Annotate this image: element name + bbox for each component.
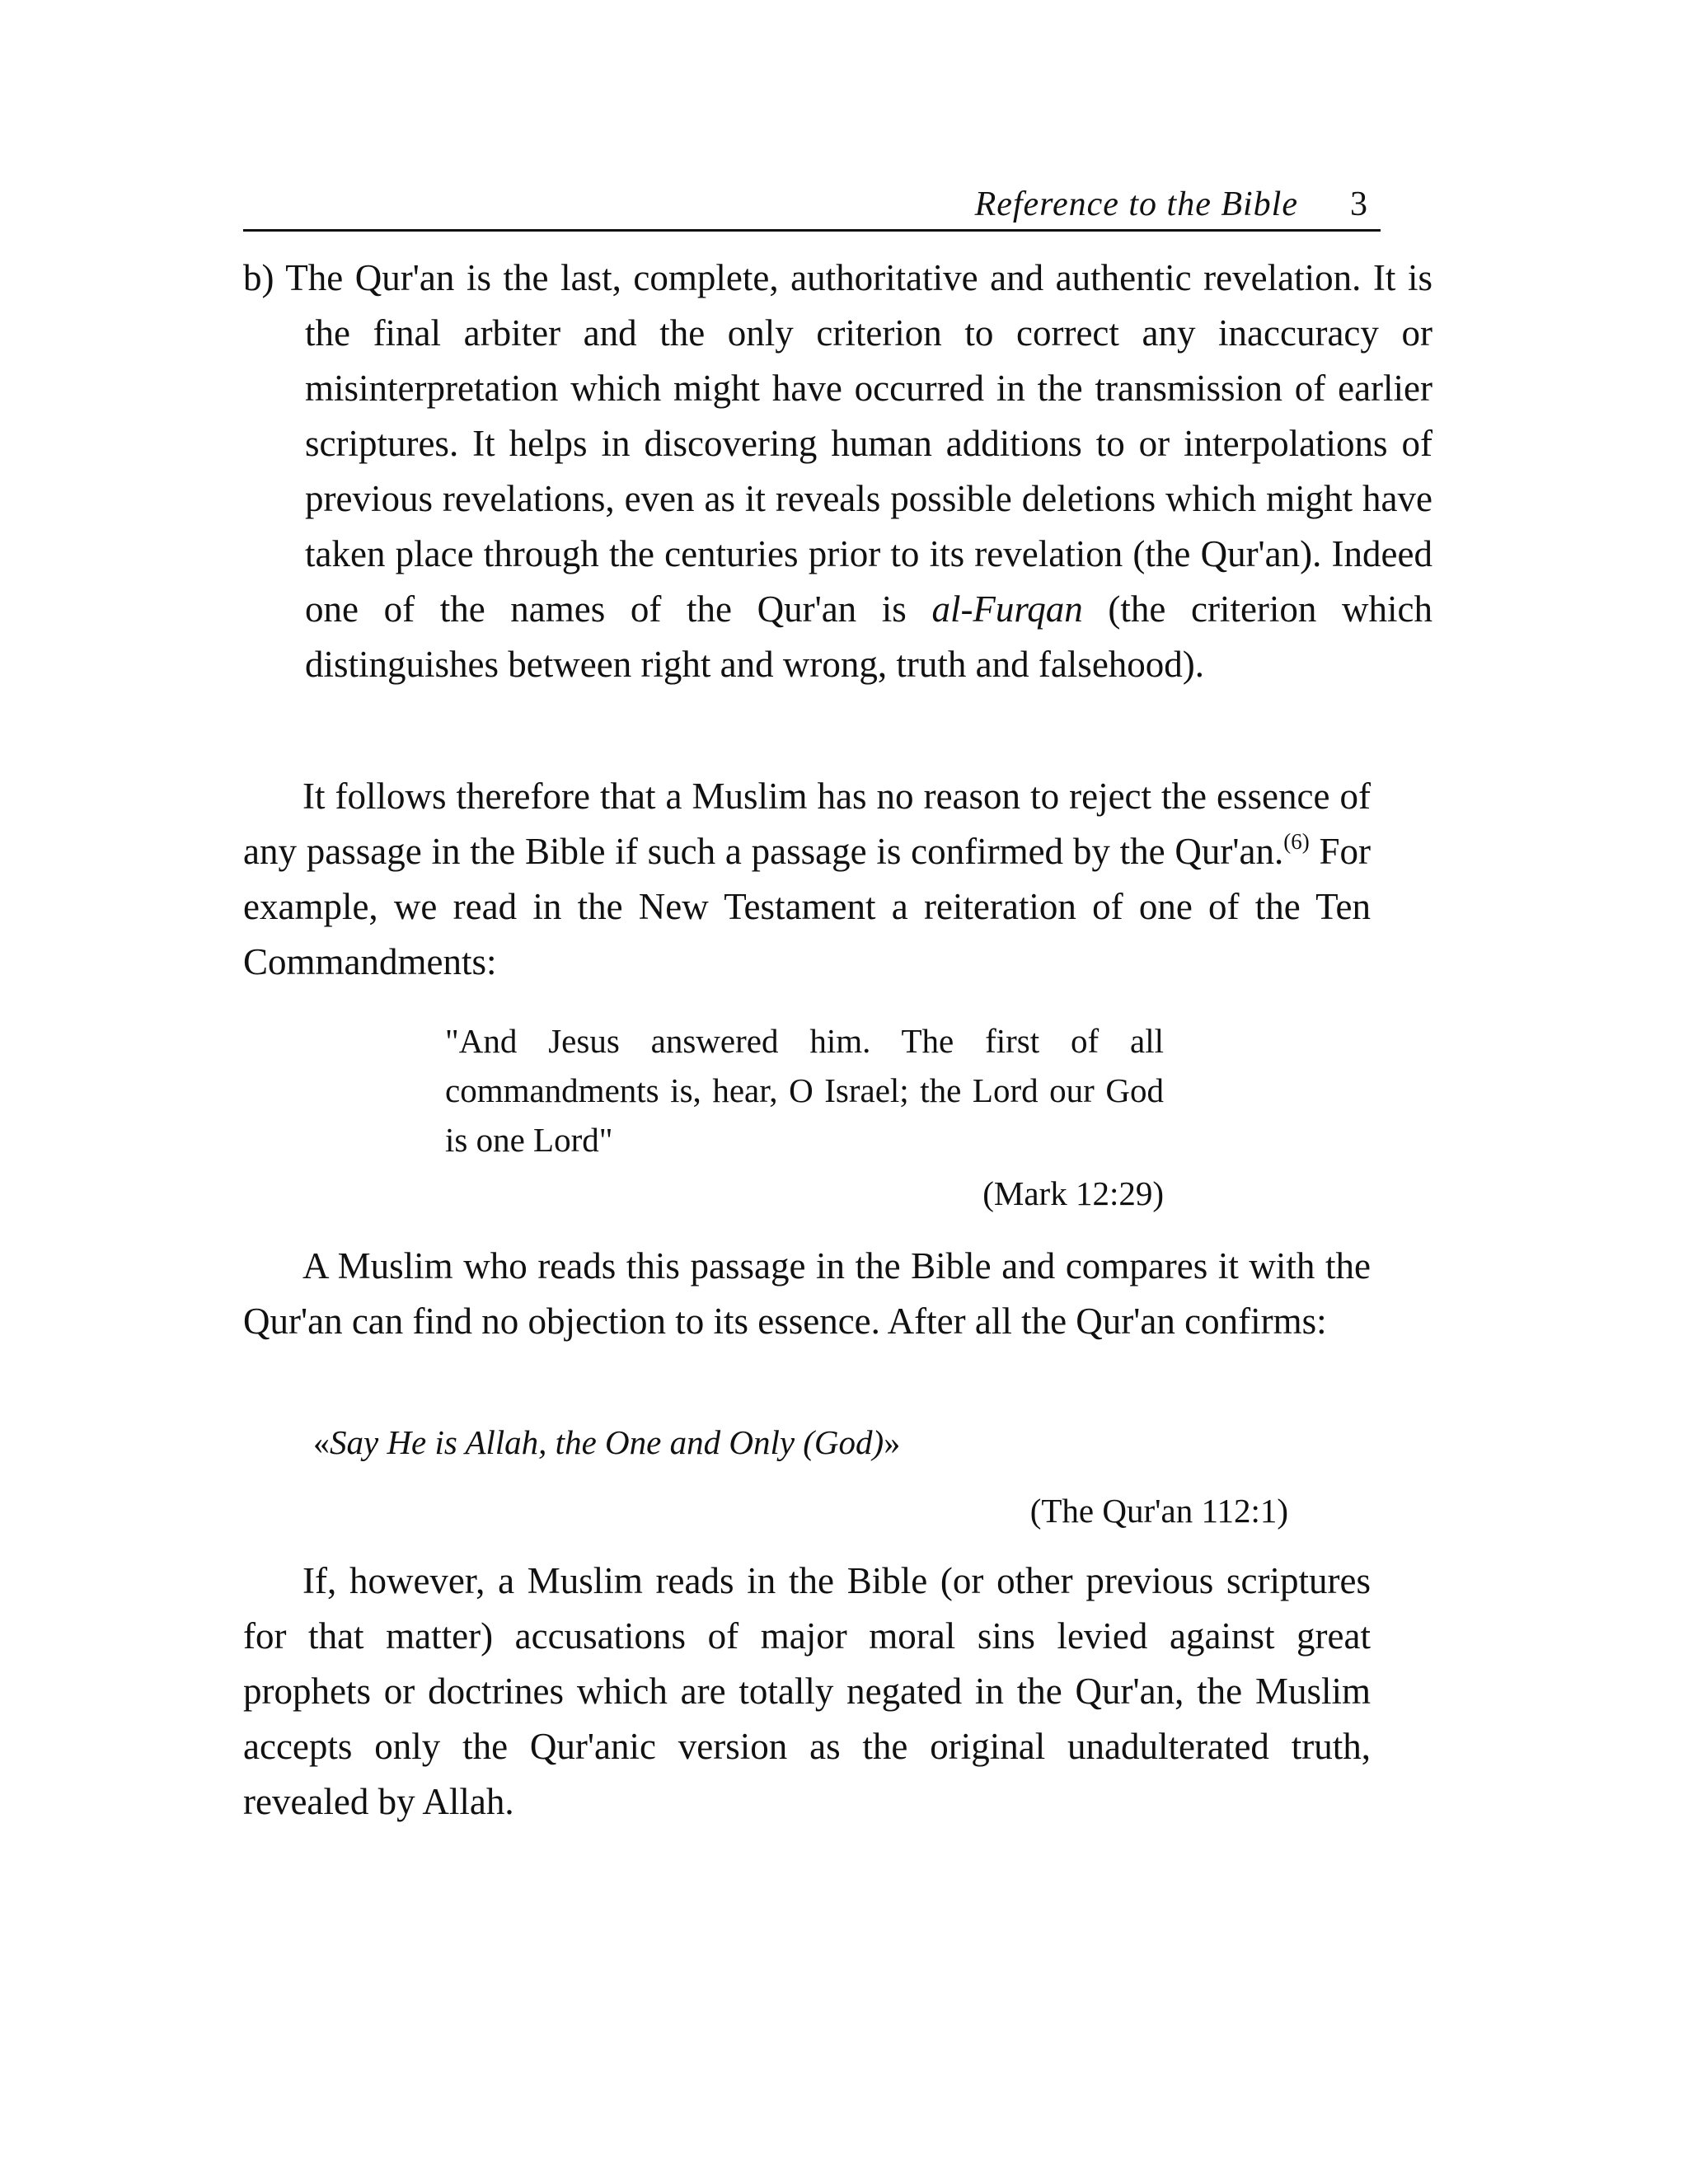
list-item-text-end: (the criterion which distinguishes between right and wrong, truth and falsehood). [305,588,1432,685]
running-title: Reference to the Bible [974,185,1298,223]
quran-verse [313,1418,900,1468]
page-number: 3 [1350,185,1367,223]
running-head [243,180,1381,229]
quran-citation: (The Qur'an 112:1) [1029,1492,1288,1530]
quran-verse-text: Say He is Allah, the One and Only (God) [330,1423,884,1461]
paragraph-1-text-end: For example, we read in the New Testament a reiteration of one of the Ten Commandments: [243,831,1372,982]
list-item-b [243,251,1432,692]
list-item-text: The Qur'an is the last, complete, authoritative and authentic revelation. It is the final arbiter and the only criterion to correct any inaccuracy or misinterpretation which might have occurred in the transmission of earlier scriptures. It helps in discovering human additions to or interpolations of previous revelations, even as it reveals possible deletions which might have taken place through the centuries prior to its revelation (the Qur'an). Indeed one of the names of the Qur'an is [285,257,1432,630]
paragraph-1-text: It follows therefore that a Muslim has no reason to reject the essence of any passage in the Bible if such a passage is confirmed by the Qur'an. [243,776,1371,872]
footnote-reference: (6) [1283,829,1310,854]
paragraph-2: A Muslim who reads this passage in the Bible and compares it with the Qur'an can find no objection to its essence. After all the Qur'an confirms: [243,1245,1371,1342]
bible-citation: (Mark 12:29) [982,1174,1164,1212]
list-marker: b) [243,257,274,298]
ornate-open-bracket-icon: « [313,1424,330,1461]
ornate-close-bracket-icon: » [884,1424,901,1461]
bible-quote: "And Jesus answered him. The first of all commandments is, hear, O Israel; the Lord our God is one Lord" [445,1022,1164,1159]
header-rule [243,229,1381,232]
paragraph-3: If, however, a Muslim reads in the Bible (or other previous scriptures for that matter) accusations of major moral sins levied against great prophets or doctrines which are totally negated in the Qur'an, the Muslim accepts only the Qur'anic version as the original unadulterated truth, revealed by Allah. [243,1560,1371,1822]
term-al-furqan: al-Furqan [931,588,1083,630]
paragraph-1 [243,769,1371,990]
